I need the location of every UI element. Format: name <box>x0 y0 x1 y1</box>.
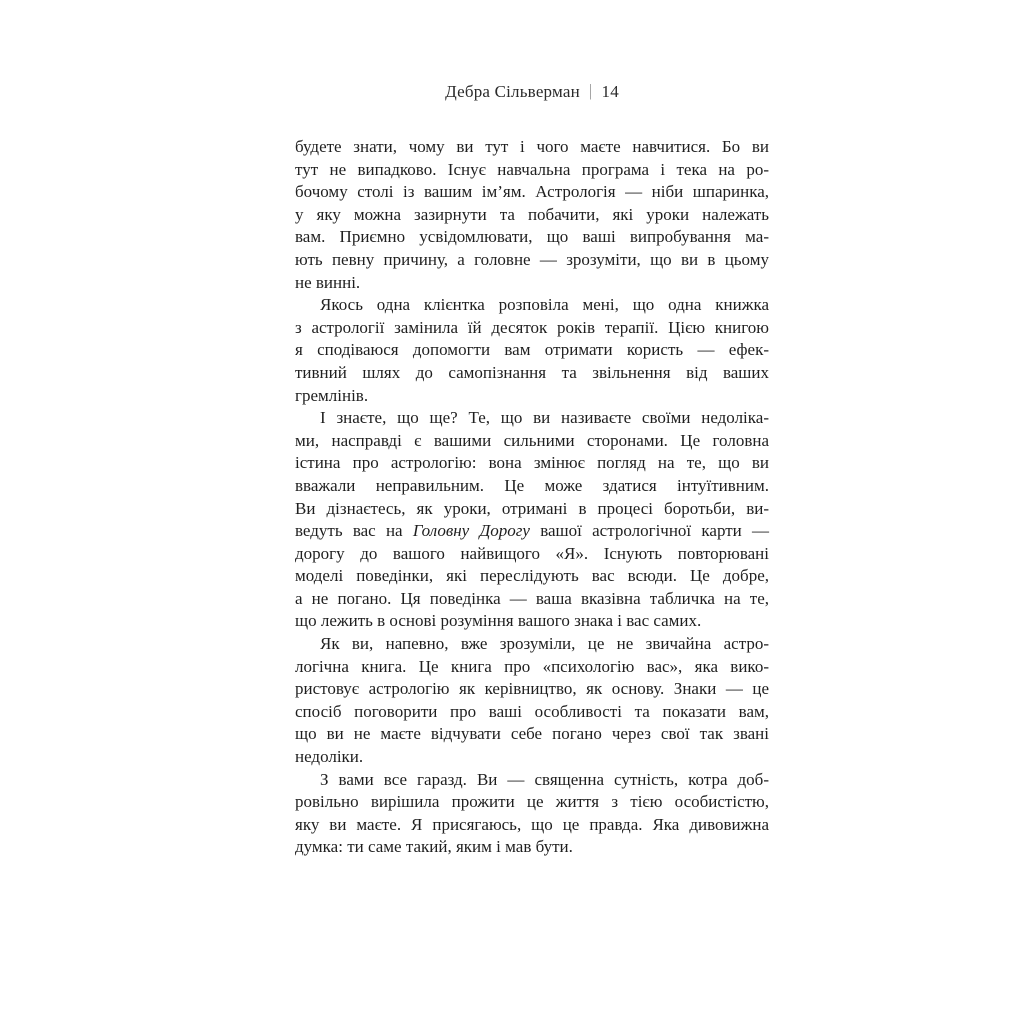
text-segment: тивний шлях до самопізнання та звільнення від ваших <box>295 362 769 382</box>
header-page-number: 14 <box>601 82 619 101</box>
text-line <box>295 407 769 430</box>
text-line <box>295 678 769 701</box>
text-segment: Якось одна клієнтка розповіла мені, що одна книжка <box>320 295 769 315</box>
text-line <box>295 814 769 837</box>
text-line <box>295 294 769 317</box>
text-segment: вважали неправильним. Це може здатися інтуїтивним. <box>295 475 769 495</box>
page-body <box>295 136 769 859</box>
text-segment: з астрології замінила їй десяток років терапії. Цією книгою <box>295 317 769 337</box>
text-line <box>295 136 769 159</box>
text-segment: недоліки. <box>295 747 364 767</box>
text-line <box>295 339 769 362</box>
paragraph <box>295 769 769 859</box>
text-segment: істина про астрологію: вона змінює погляд на те, що ви <box>295 453 769 473</box>
running-header <box>295 82 769 102</box>
text-line <box>295 498 769 521</box>
text-segment: гремлінів. <box>295 385 369 405</box>
text-line <box>295 317 769 340</box>
text-line <box>295 633 769 656</box>
paragraph <box>295 136 769 294</box>
text-line <box>295 272 769 295</box>
text-segment: ведуть вас на <box>295 521 413 541</box>
text-line <box>295 610 769 633</box>
text-segment: моделі поведінки, які переслідують вас всюди. Це добре, <box>295 566 769 586</box>
text-line <box>295 204 769 227</box>
text-line <box>295 543 769 566</box>
text-line <box>295 656 769 679</box>
text-line <box>295 520 769 543</box>
text-line <box>295 588 769 611</box>
text-line <box>295 791 769 814</box>
text-segment: дорогу до вашого найвищого «Я». Існують повторювані <box>295 543 769 563</box>
text-line <box>295 226 769 249</box>
text-segment: бочому столі із вашим ім’ям. Астрологія — ніби шпаринка, <box>295 182 769 202</box>
paragraph <box>295 294 769 407</box>
text-line <box>295 746 769 769</box>
text-segment: а не погано. Ця поведінка — ваша вказівна табличка на те, <box>295 588 769 608</box>
text-line <box>295 362 769 385</box>
text-segment: будете знати, чому ви тут і чого маєте навчитися. Бо ви <box>295 137 769 156</box>
emphasized-text: Головну Дорогу <box>412 521 530 541</box>
text-segment: Ви дізнаєтесь, як уроки, отримані в процесі боротьби, ви- <box>295 498 769 518</box>
text-line <box>295 181 769 204</box>
text-segment: думка: ти саме такий, яким і мав бути. <box>295 837 573 857</box>
text-segment: ють певну причину, а головне — зрозуміти, що ви в цьому <box>295 249 769 269</box>
paragraph <box>295 633 769 769</box>
text-segment: що лежить в основі розуміння вашого знака і вас самих. <box>295 611 702 631</box>
text-segment: ми, насправді є вашими сильними сторонами. Це головна <box>295 430 769 450</box>
text-segment: що ви не маєте відчувати себе погано через свої так звані <box>295 724 769 744</box>
text-line <box>295 475 769 498</box>
text-line <box>295 701 769 724</box>
text-segment: у яку можна зазирнути та побачити, які уроки належать <box>295 204 769 224</box>
text-segment: вам. Приємно усвідомлювати, що ваші випробування ма- <box>295 227 769 247</box>
text-line <box>295 249 769 272</box>
text-segment: яку ви маєте. Я присягаюсь, що це правда. Яка дивовижна <box>295 814 769 834</box>
text-line <box>295 159 769 182</box>
header-author-name: Дебра Сільверман <box>445 82 580 101</box>
text-segment: спосіб поговорити про ваші особливості та показати вам, <box>295 701 769 721</box>
text-line <box>295 836 769 859</box>
text-line <box>295 769 769 792</box>
text-line <box>295 452 769 475</box>
text-segment: логічна книга. Це книга про «психологію вас», яка вико- <box>295 656 769 676</box>
text-line <box>295 385 769 408</box>
paragraph <box>295 407 769 633</box>
text-segment: Як ви, напевно, вже зрозуміли, це не звичайна астро- <box>320 634 769 654</box>
text-segment: не винні. <box>295 272 361 292</box>
text-segment: ристовує астрологію як керівництво, як основу. Знаки — це <box>295 679 769 699</box>
text-line <box>295 565 769 588</box>
text-segment: тут не випадково. Існує навчальна програма і тека на ро- <box>295 159 769 179</box>
text-segment: І знаєте, що ще? Те, що ви називаєте своїми недоліка- <box>320 408 769 428</box>
text-segment: ровільно вирішила прожити це життя з тією особистістю, <box>295 792 769 812</box>
text-line <box>295 430 769 453</box>
header-separator: | <box>589 81 592 100</box>
text-segment: З вами все гаразд. Ви — священна сутність, котра доб- <box>320 769 769 789</box>
text-segment: я сподіваюся допомогти вам отримати користь — ефек- <box>295 340 769 360</box>
text-line <box>295 723 769 746</box>
text-segment: вашої астрологічної карти — <box>529 521 769 541</box>
